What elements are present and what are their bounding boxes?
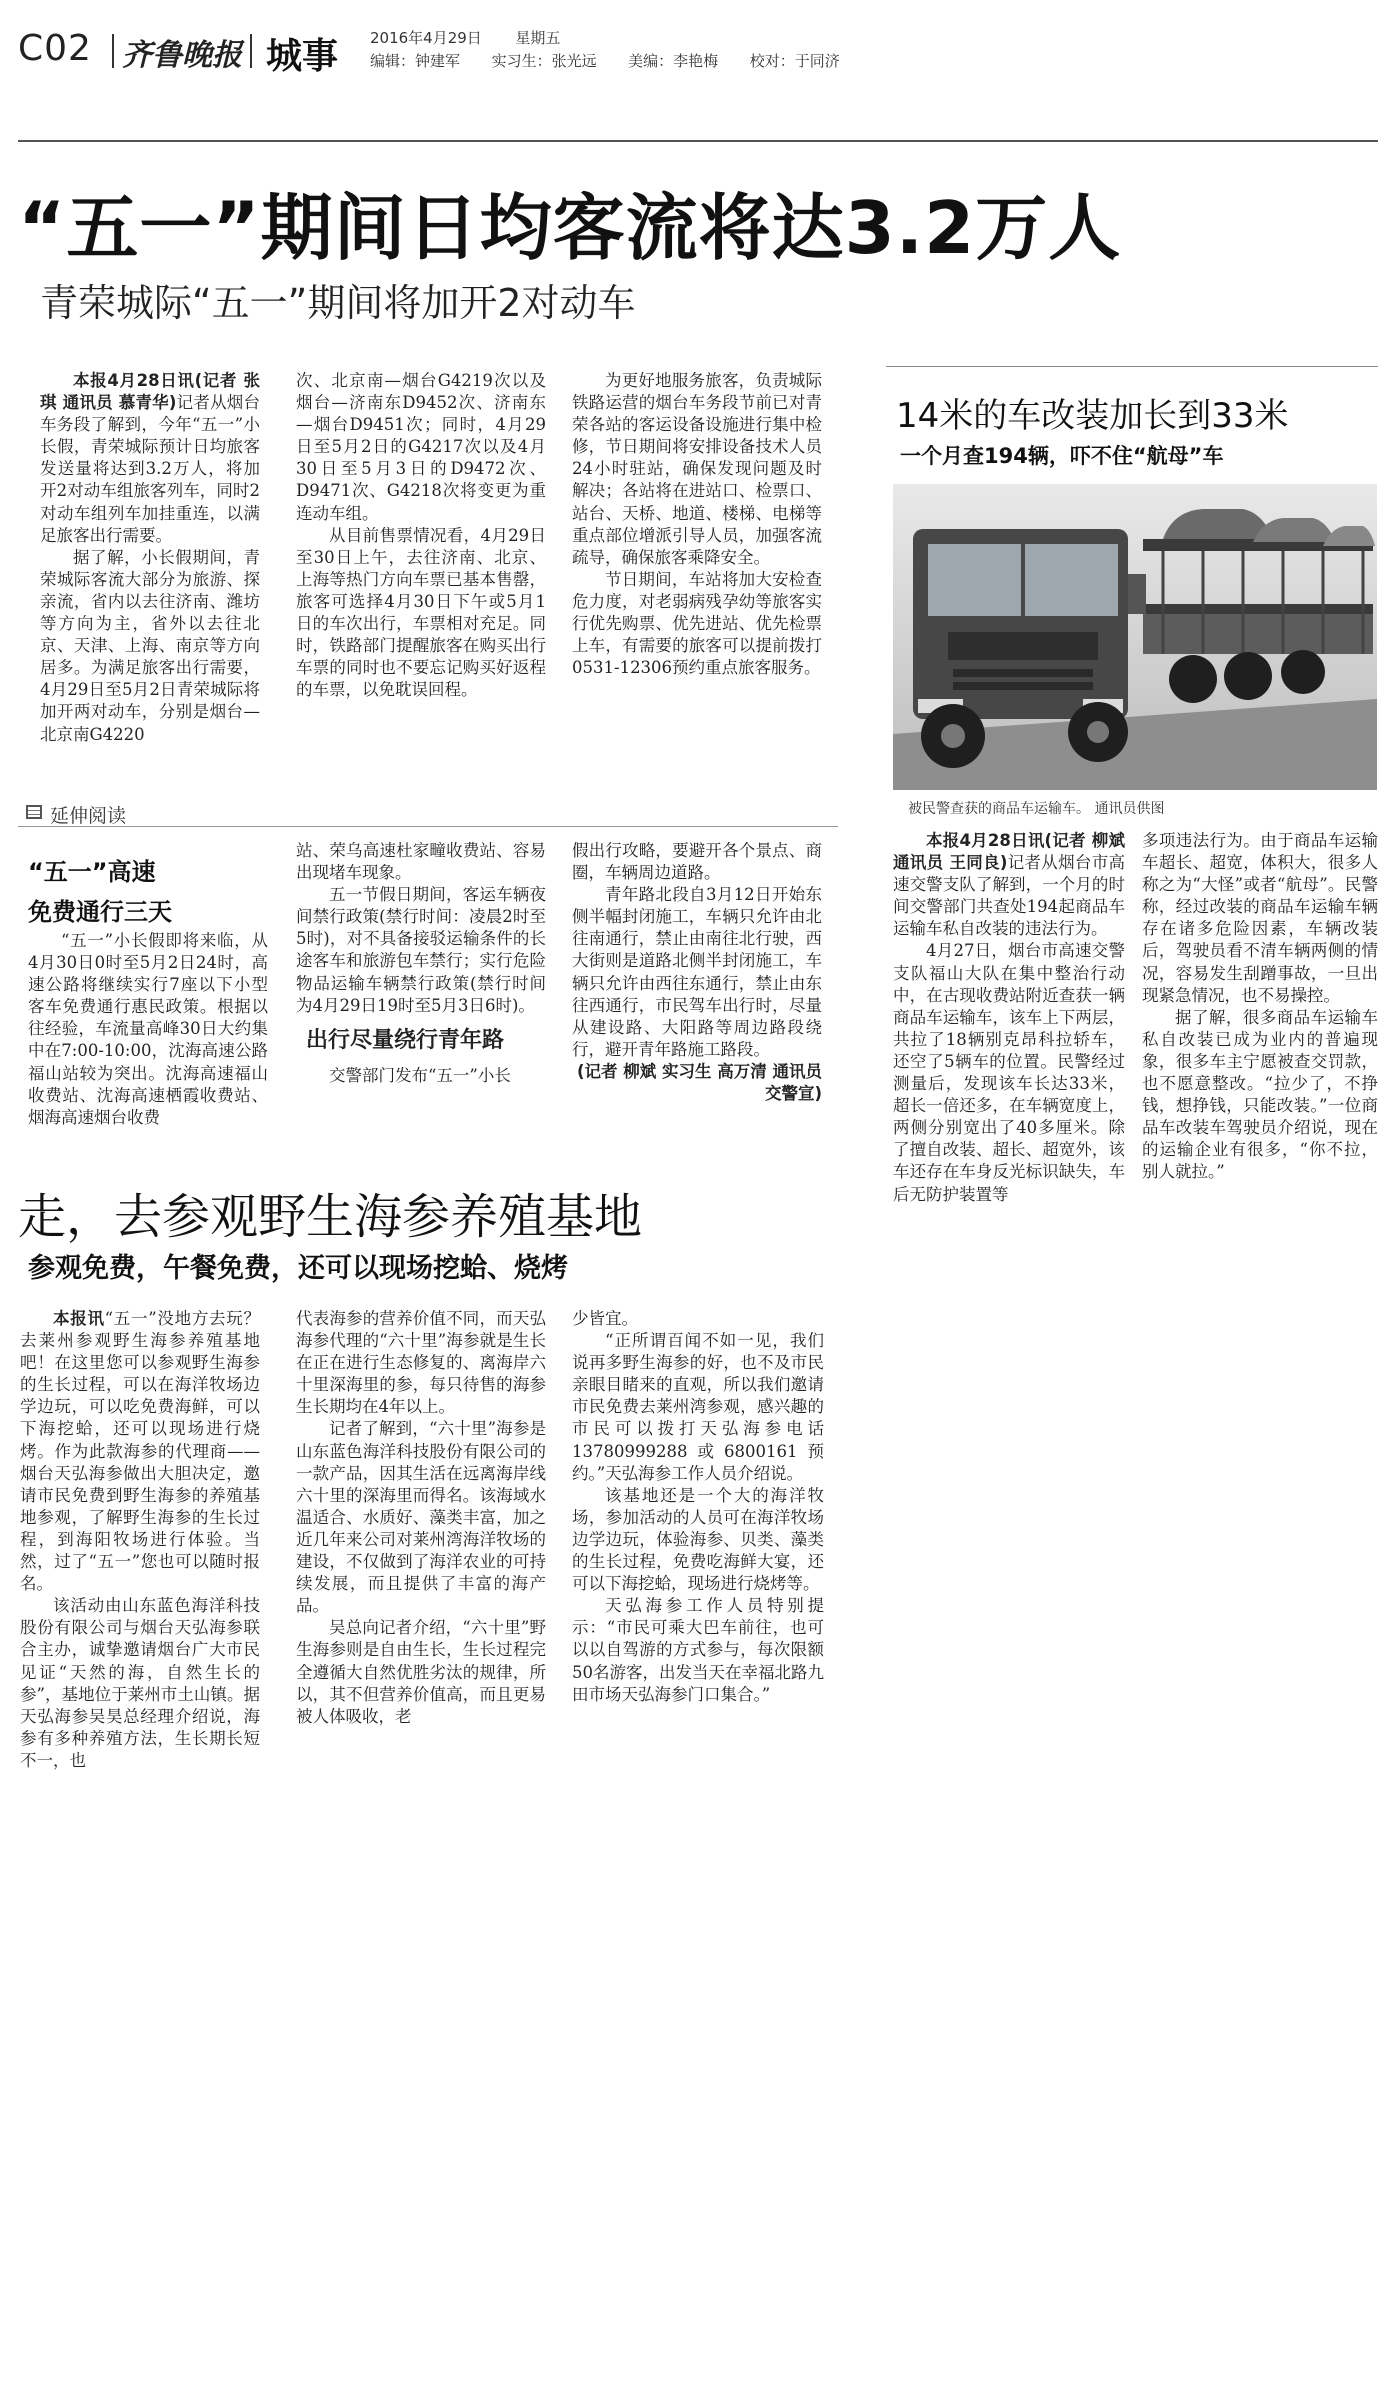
article1-p6: 节日期间，车站将加大安检查危力度，对老弱病残孕幼等旅客实行优先购票、优先进站、优先检票上车，有需要的旅客可以提前拨打0531-12306预约重点旅客服务。 <box>572 569 822 678</box>
extended-subtitle-1: “五一”高速 <box>28 858 156 886</box>
article3-p7: “正所谓百闻不如一见，我们说再多野生海参的好，也不及市民亲眼目睹来的直观，所以我们邀请市民免费去莱州湾参观，感兴趣的市民可以拨打天弘海参电话13780999288或6800161预约。”天弘海参工作人员介绍说。 <box>572 1331 824 1483</box>
article1-p3: 次、北京南—烟台G4219次以及烟台—济南东D9452次、济南东—烟台D9451次；同时，4月29日至5月2日的G4217次以及4月30日至5月3日的D9472次、D9471次、G4218次将变更为重连动车组。 <box>296 371 546 523</box>
article3-p8: 该基地还是一个大的海洋牧场，参加活动的人员可在海洋牧场边学边玩，体验海参、贝类、藻类的生长过程，免费吃海鲜大宴，还可以下海挖蛤，现场进行烧烤等。 <box>572 1485 824 1594</box>
article3-col1 <box>20 1308 260 1808</box>
article3-p6: 少皆宜。 <box>572 1309 638 1328</box>
article2-top-rule <box>886 366 1378 367</box>
truck-illustration <box>893 484 1377 790</box>
page-number: C02 <box>18 28 92 69</box>
article3-p2: 该活动由山东蓝色海洋科技股份有限公司与烟台天弘海参联合主办，诚挚邀请烟台广大市民见证“天然的海，自然生长的参”，基地位于莱州市土山镇。据天弘海参吴昊总经理介绍说，海参有多种养殖方法，生长期长短不一，也 <box>20 1596 260 1770</box>
designer-credit: 美编：李艳梅 <box>628 52 719 70</box>
article3-p9: 天弘海参工作人员特别提示：“市民可乘大巴车前往，也可以以自驾游的方式参与，每次限额50名游客，出发当天在幸福北路九田市场天弘海参门口集合。” <box>572 1596 824 1704</box>
extended-col2 <box>296 840 546 1150</box>
proofreader-credit: 校对：于同济 <box>749 52 840 70</box>
article1-col2 <box>296 370 546 732</box>
extended-p4: 交警部门发布“五一”小长 <box>329 1065 511 1085</box>
extended-col3 <box>572 840 822 1150</box>
header-divider <box>112 34 114 68</box>
article3-headline: 走，去参观野生海参养殖基地 <box>18 1189 643 1245</box>
extended-p3: 五一节假日期间，客运车辆夜间禁行政策(禁行时间：凌晨2时至5时)，对不具备接驳运输条件的长途客车和旅游包车禁行；实行危险物品运输车辆禁行政策(禁行时间为4月29日19时至5月3日6时)。 <box>296 885 546 1015</box>
truck-photo <box>893 484 1377 790</box>
extended-p5: 假出行攻略，要避开各个景点、商圈，车辆周边道路。 <box>572 841 822 883</box>
article1-col3 <box>572 370 822 732</box>
article2-headline: 14米的车改装加长到33米 <box>896 396 1289 436</box>
document-icon <box>26 805 42 819</box>
extended-byline: (记者 柳斌 实习生 高万清 通讯员 交警宣) <box>576 1061 822 1104</box>
article3-dateline: 本报讯 <box>53 1309 105 1328</box>
article2-subhead: 一个月查194辆，吓不住“航母”车 <box>900 444 1224 468</box>
article1-subhead: 青荣城际“五一”期间将加开2对动车 <box>40 281 636 325</box>
article3-p1: “五一”没地方去玩？去莱州参观野生海参养殖基地吧！在这里您可以参观野生海参的生长过程，可以在海洋牧场边学边玩，可以吃免费海鲜，可以下海挖蛤，还可以现场进行烧烤。作为此款海参的代理商——烟台天弘海参做出大胆决定，邀请市民免费到野生海参的养殖基地参观，了解野生海参的生长过程，到海阳牧场进行体验。当然，过了“五一”您也可以随时报名。 <box>20 1309 260 1594</box>
article3-p5: 吴总向记者介绍，“六十里”野生海参则是自由生长，生长过程完全遵循大自然优胜劣汰的规律，所以，其不但营养价值高，而且更易被人体吸收，老 <box>296 1618 546 1726</box>
extended-subtitle-2: 免费通行三天 <box>28 898 172 926</box>
article2-col2 <box>1142 830 1378 1252</box>
paper-logo: 齐鲁晚报 <box>122 38 242 73</box>
staff-credits <box>370 50 840 71</box>
article3-p4: 记者了解到，“六十里”海参是山东蓝色海洋科技股份有限公司的一款产品，因其生活在远离海岸线六十里的深海里而得名。该海域水温适合、水质好、藻类丰富，加之近几年来公司对莱州湾海洋牧场的建设，不仅做到了海洋农业的可持续发展，而且提供了丰富的海产品。 <box>296 1419 546 1616</box>
article2-col1 <box>893 830 1125 1252</box>
article1-p2: 据了解，小长假期间，青荣城际客流大部分为旅游、探亲流，省内以去往济南、潍坊等方向为主，省外以去往北京、天津、上海、南京等方向居多。为满足旅客出行需要，4月29日至5月2日青荣城际将加开两对动车，分别是烟台—北京南G4220 <box>40 547 260 744</box>
editor-credit: 编辑：钟建军 <box>370 52 461 70</box>
article1-dateline: 本报4月28日讯(记者 张琪 通讯员 慕青华) <box>40 371 260 413</box>
extended-p2: 站、荣乌高速杜家疃收费站、容易出现堵车现象。 <box>296 841 546 883</box>
extended-p6: 青年路北段自3月12日开始东侧半幅封闭施工，车辆只允许由北往南通行，禁止由南往北行驶，西大街则是道路北侧半封闭施工，车辆只允许由西往东通行，禁止由东往西通行，市民驾车出行时，尽量从建设路、大阳路等周边路段绕行，避开青年路施工路段。 <box>572 885 822 1059</box>
extended-label-box <box>18 800 838 827</box>
photo-caption: 被民警查获的商品车运输车。 通讯员供图 <box>908 801 1165 817</box>
article1-p4: 从目前售票情况看，4月29日至30日上午，去往济南、北京、上海等热门方向车票已基本售罄，旅客可选择4月30日下午或5月1日的车次出行，车票相对充足。同时，铁路部门提醒旅客在购买出行车票的同时也不要忘记购买好返程的车票，以免耽误回程。 <box>296 525 546 700</box>
article1-headline: “五一”期间日均客流将达3.2万人 <box>18 186 1122 270</box>
article3-p3: 代表海参的营养价值不同，而天弘海参代理的“六十里”海参就是生长在正在进行生态修复的、离海岸六十里深海里的参，每只待售的海参生长期均在4年以上。 <box>296 1309 546 1417</box>
header-divider <box>250 34 252 68</box>
header-rule <box>18 140 1378 142</box>
intern-credit: 实习生：张光远 <box>491 52 597 70</box>
article3-col3 <box>572 1308 824 1808</box>
extended-col1 <box>28 930 268 1152</box>
article2-p2: 4月27日，烟台市高速交警支队福山大队在集中整治行动中，在古现收费站附近查获一辆商品车运输车，该车上下两层，共拉了18辆别克昂科拉轿车，还空了5辆车的位置。民警经过测量后，发现该车长达33米，超长一倍还多，在车辆宽度上，两侧分别宽出了40多厘米。除了擅自改装、超长、超宽外，该车还存在车身反光标识缺失，车后无防护装置等 <box>893 941 1125 1204</box>
date-text: 2016年4月29日 <box>370 29 482 47</box>
article2-p1: 记者从烟台市高速交警支队了解到，一个月的时间交警部门共查处194起商品车运输车私自改装的违法行为。 <box>893 853 1125 939</box>
article1-p5: 为更好地服务旅客，负责城际铁路运营的烟台车务段节前已对青荣各站的客运设备设施进行集中检修，节日期间将安排设备技术人员24小时驻站，确保发现问题及时解决；各站将在进站口、检票口、站台、天桥、地道、楼梯、电梯等重点部位增派引导人员，加强客流疏导，确保旅客乘降安全。 <box>572 371 822 567</box>
article2-dateline: 本报4月28日讯(记者 柳斌 通讯员 王同良) <box>893 831 1125 873</box>
issue-date <box>370 27 560 48</box>
article3-col2 <box>296 1308 546 1808</box>
weekday-text: 星期五 <box>515 29 561 47</box>
extended-label: 延伸阅读 <box>50 805 127 827</box>
article1-col1 <box>40 370 261 744</box>
extended-p1: “五一”小长假即将来临，从4月30日0时至5月2日24时，高速公路将继续实行7座以下小型客车免费通行惠民政策。根据以往经验，车流量高峰30日大约集中在7:00-10:00，沈海高速公路福山站较为突出。沈海高速福山收费站、沈海高速栖霞收费站、烟海高速烟台收费 <box>28 931 268 1127</box>
article2-p3: 多项违法行为。由于商品车运输车超长、超宽，体积大，很多人称之为“大怪”或者“航母”。民警称，经过改装的商品车运输车辆存在诸多危险因素，车辆改装后，驾驶员看不清车辆两侧的情况，容易发生刮蹭事故，一旦出现紧急情况，也不易操控。 <box>1142 831 1378 1005</box>
section-name: 城事 <box>266 36 339 77</box>
extended-subtitle-3: 出行尽量绕行青年路 <box>306 1027 505 1053</box>
article1-p1: 记者从烟台车务段了解到，今年“五一”小长假，青荣城际预计日均旅客发送量将达到3.2万人，将加开2对动车组旅客列车，同时2对动车组列车加挂重连，以满足旅客出行需要。 <box>40 393 261 545</box>
article3-subhead: 参观免费，午餐免费，还可以现场挖蛤、烧烤 <box>28 1253 568 1284</box>
article2-p4: 据了解，很多商品车运输车私自改装已成为业内的普遍现象，很多车主宁愿被查交罚款，也不愿意整改。“拉少了，不挣钱，想挣钱，只能改装。”一位商品车改装车驾驶员介绍说，现在的运输企业有很多，“你不拉，别人就拉。” <box>1142 1007 1378 1182</box>
